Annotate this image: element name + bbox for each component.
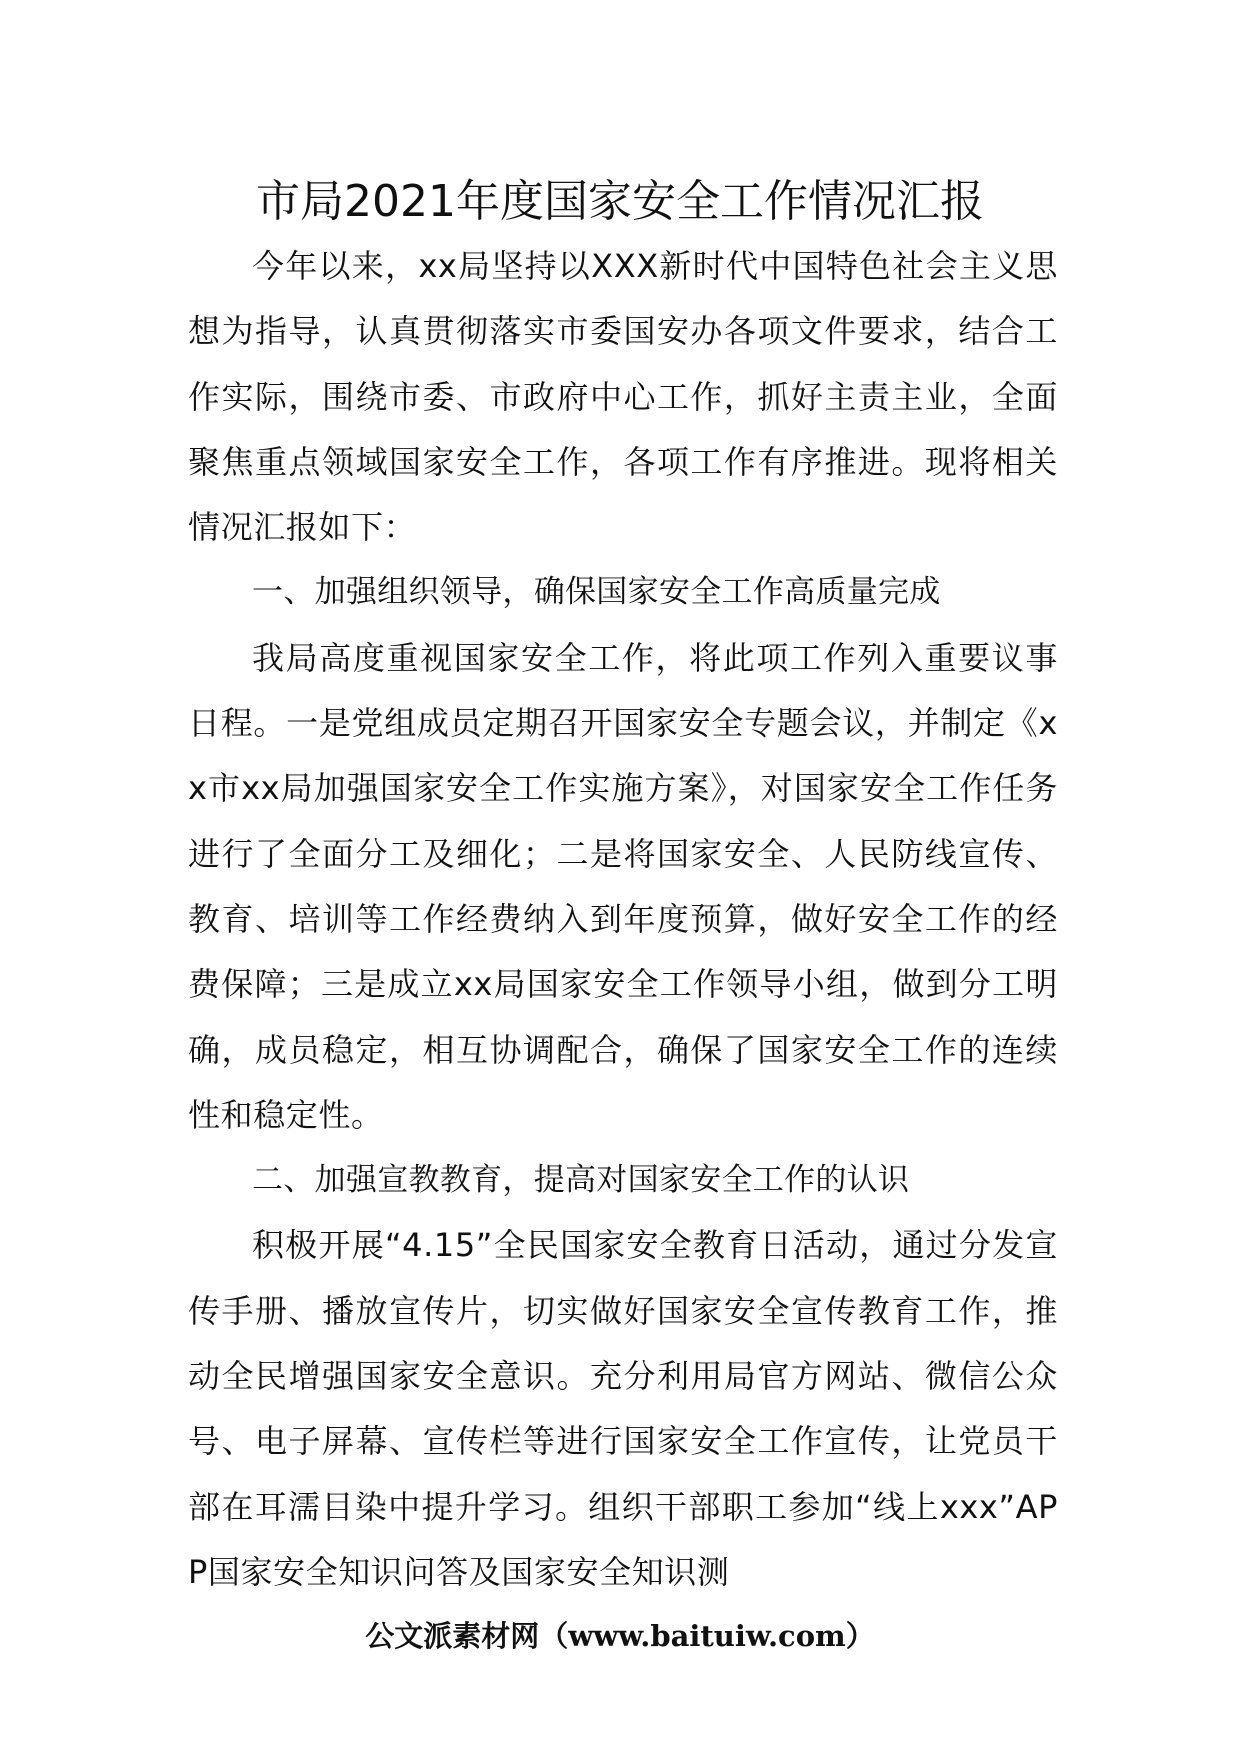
intro-paragraph: 今年以来，xx局坚持以XXX新时代中国特色社会主义思想为指导，认真贯彻落实市委国安办各项文件要求，结合工作实际，围绕市委、市政府中心工作，抓好主责主业，全面聚焦重点领域国家安全工作，各项工作有序推进。现将相关情况汇报如下： <box>188 247 1058 547</box>
section-2-paragraph: 积极开展“4.15”全民国家安全教育日活动，通过分发宣传手册、播放宣传片，切实做好国家安全宣传教育工作，推动全民增强国家安全意识。充分利用局官方网站、微信公众号、电子屏幕、宣传栏等进行国家安全工作宣传，让党员干部在耳濡目染中提升学习。组织干部职工参加“线上xxx”APP国家安全知识问答及国家安全知识测 <box>188 1226 1058 1591</box>
source-footer: 公文派素材网（www.baituiw.com） <box>365 1619 875 1653</box>
document-body <box>188 234 1058 1605</box>
document-title: 市局2021年度国家安全工作情况汇报 <box>256 176 984 227</box>
section-1-paragraph: 我局高度重视国家安全工作，将此项工作列入重要议事日程。一是党组成员定期召开国家安全专题会议，并制定《xx市xx局加强国家安全工作实施方案》，对国家安全工作任务进行了全面分工及细化；二是将国家安全、人民防线宣传、教育、培训等工作经费纳入到年度预算，做好安全工作的经费保障；三是成立xx局国家安全工作领导小组，做到分工明确，成员稳定，相互协调配合，确保了国家安全工作的连续性和稳定性。 <box>188 638 1058 1134</box>
section-heading-1: 一、加强组织领导，确保国家安全工作高质量完成 <box>252 574 941 611</box>
section-heading-2: 二、加强宣教教育，提高对国家安全工作的认识 <box>252 1162 910 1199</box>
